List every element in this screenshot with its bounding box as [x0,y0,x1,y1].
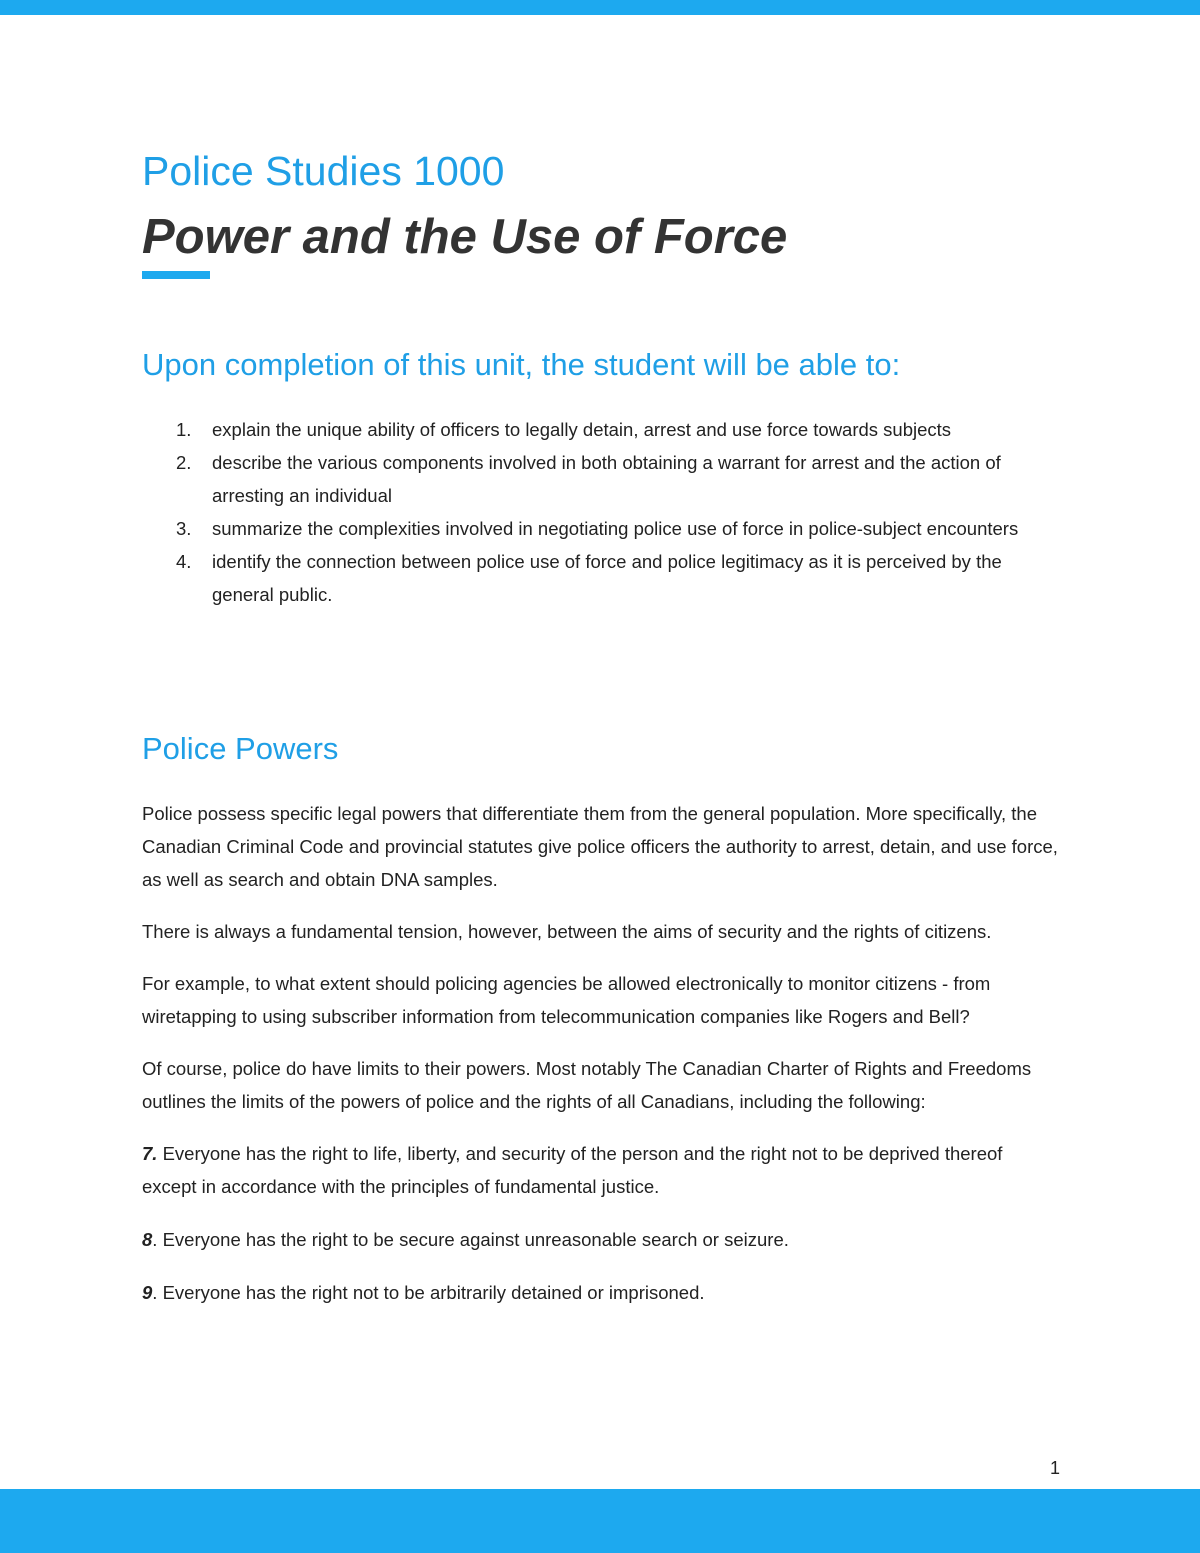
course-title: Police Studies 1000 [142,148,505,194]
objective-text: summarize the complexities involved in negotiating police use of force in police-subject encounters [212,518,1019,539]
police-powers-body [142,797,1062,1329]
objectives-heading: Upon completion of this unit, the student will be able to: [142,347,901,382]
bottom-accent-bar [0,1489,1200,1553]
objective-number: 1. [176,419,192,440]
objective-number: 4. [176,551,192,572]
right-text: . Everyone has the right to be secure against unreasonable search or seizure. [152,1229,789,1250]
right-number: 7. [142,1143,158,1164]
objective-number: 3. [176,518,192,539]
objective-item [142,446,1062,512]
objective-text: describe the various components involved in both obtaining a warrant for arrest and the action of arresting an individual [212,452,1001,506]
right-text: . Everyone has the right not to be arbitrarily detained or imprisoned. [152,1282,705,1303]
page-number: 1 [1049,1458,1060,1478]
title-underline [142,271,210,279]
top-accent-bar [0,0,1200,15]
right-number: 8 [142,1229,153,1250]
body-paragraph: Police possess specific legal powers that differentiate them from the general population. More specifically, the Canadian Criminal Code and provincial statutes give police officers the authority to arrest, detain, and use force, as well as search and obtain DNA samples. [142,803,1058,890]
objective-item [142,545,1062,611]
police-powers-heading: Police Powers [142,731,339,766]
charter-right-9 [142,1276,1062,1309]
body-paragraph: For example, to what extent should policing agencies be allowed electronically to monitor citizens - from wiretapping to using subscriber information from telecommunication companies like Rogers and Bell? [142,973,991,1027]
body-paragraph: Of course, police do have limits to their powers. Most notably The Canadian Charter of Rights and Freedoms outlines the limits of the powers of police and the rights of all Canadians, including the following: [142,1058,1032,1112]
charter-right-8 [142,1223,1062,1256]
unit-title: Power and the Use of Force [142,210,788,264]
charter-right-7 [142,1137,1062,1203]
objective-number: 2. [176,452,192,473]
objectives-list [142,413,1062,611]
objective-item [142,512,1062,545]
body-paragraph: There is always a fundamental tension, however, between the aims of security and the rights of citizens. [142,921,992,942]
right-text: Everyone has the right to life, liberty, and security of the person and the right not to be deprived thereof except in accordance with the principles of fundamental justice. [142,1143,1003,1197]
objective-item [142,413,1062,446]
objective-text: identify the connection between police use of force and police legitimacy as it is perceived by the general public. [212,551,1002,605]
right-number: 9 [142,1282,153,1303]
objective-text: explain the unique ability of officers to legally detain, arrest and use force towards subjects [212,419,952,440]
